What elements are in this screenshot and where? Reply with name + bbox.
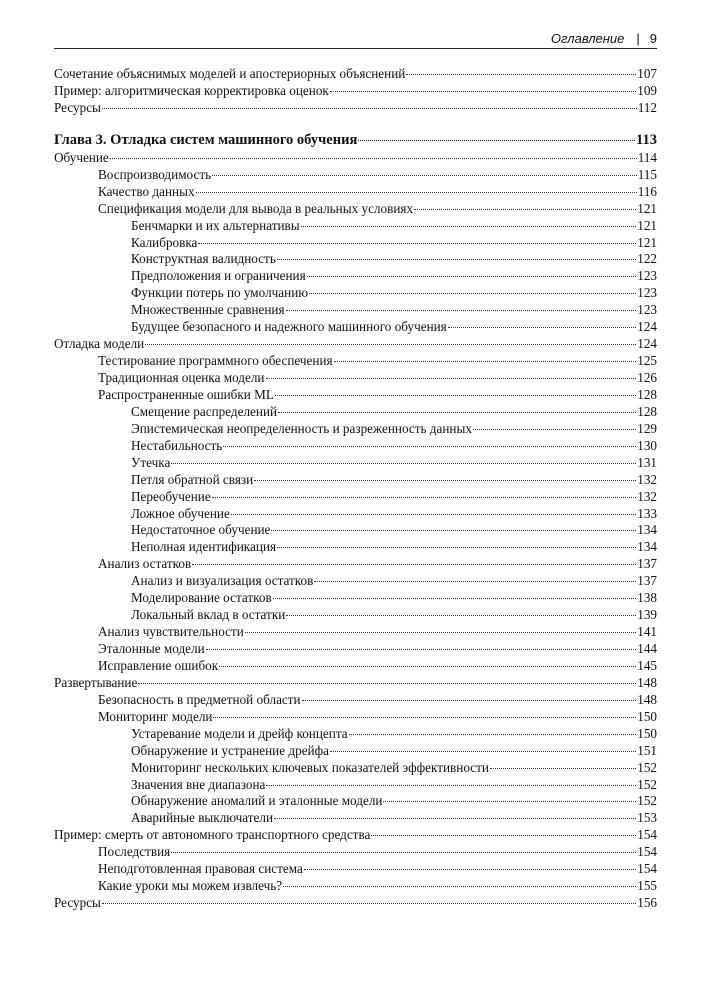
toc-entry[interactable] <box>54 573 657 590</box>
toc-entry-title: Спецификация модели для вывода в реальных условиях <box>98 200 414 216</box>
toc-entry[interactable] <box>54 743 657 760</box>
toc-leader-dots <box>138 683 636 684</box>
toc-entry-title: Традиционная оценка модели <box>98 370 265 385</box>
toc-entry[interactable] <box>54 861 657 878</box>
toc-leader-dots <box>304 869 636 870</box>
toc-entry[interactable] <box>54 556 657 573</box>
toc-entry-title: Устаревание модели и дрейф концепта <box>131 725 348 741</box>
toc-entry[interactable] <box>54 709 657 726</box>
toc-entry[interactable] <box>54 810 657 827</box>
toc-entry[interactable] <box>54 100 657 117</box>
toc-leader-dots <box>277 259 636 260</box>
toc-entry-title: Обнаружение аномалий и эталонные модели <box>131 793 383 809</box>
toc-entry[interactable] <box>54 590 657 607</box>
toc-leader-dots <box>448 327 636 328</box>
toc-entry[interactable] <box>54 336 657 353</box>
toc-leader-dots <box>171 852 636 853</box>
running-header <box>54 32 657 49</box>
toc-entry[interactable] <box>54 844 657 861</box>
toc-leader-dots <box>273 598 637 599</box>
toc-leader-dots <box>274 818 636 819</box>
toc-entry-title: Эталонные модели <box>98 641 205 656</box>
toc-entry-page: 129 <box>637 420 657 436</box>
toc-entry-page: 121 <box>637 234 657 250</box>
table-of-contents <box>54 66 657 912</box>
toc-entry-title: Воспроизводимость <box>98 166 212 182</box>
toc-entry-title: Функции потерь по умолчанию <box>131 285 309 301</box>
toc-leader-dots <box>309 293 636 294</box>
toc-leader-dots <box>110 158 637 159</box>
toc-entry-page: 156 <box>637 895 657 911</box>
toc-leader-dots <box>196 192 637 193</box>
toc-entry[interactable] <box>54 760 657 777</box>
toc-entry[interactable] <box>54 167 657 184</box>
toc-entry-page: 153 <box>637 810 657 826</box>
toc-leader-dots <box>278 412 636 413</box>
toc-entry-page: 139 <box>637 607 657 623</box>
toc-entry[interactable] <box>54 827 657 844</box>
toc-entry-page: 137 <box>637 573 657 589</box>
toc-entry-page: 131 <box>637 454 657 470</box>
toc-leader-dots <box>219 666 636 667</box>
toc-entry-page: 148 <box>637 674 657 690</box>
toc-entry-title: Мониторинг нескольких ключевых показателей эффективности <box>131 759 489 775</box>
toc-entry[interactable] <box>54 235 657 252</box>
toc-leader-dots <box>490 768 636 769</box>
toc-leader-dots <box>283 886 636 887</box>
toc-entry-page: 130 <box>637 437 657 453</box>
toc-leader-dots <box>192 564 636 565</box>
toc-chapter-page: 113 <box>636 131 657 148</box>
toc-leader-dots <box>254 480 636 481</box>
toc-leader-dots <box>286 310 637 311</box>
toc-leader-dots <box>212 497 637 498</box>
toc-entry-page: 124 <box>637 319 657 335</box>
toc-entry[interactable] <box>54 150 657 167</box>
toc-entry-title: Значения вне диапазона <box>131 776 266 792</box>
toc-entry-page: 132 <box>637 488 657 504</box>
toc-entry-page: 137 <box>637 556 657 572</box>
toc-entry-page: 152 <box>637 776 657 792</box>
toc-entry-title: Бенчмарки и их альтернативы <box>131 217 300 233</box>
toc-entry-title: Петля обратной связи <box>131 471 254 487</box>
toc-leader-dots <box>212 175 637 176</box>
toc-leader-dots <box>102 903 636 904</box>
toc-entry-title: Анализ остатков <box>98 556 192 572</box>
toc-leader-dots <box>406 74 636 75</box>
toc-entry[interactable] <box>54 421 657 438</box>
toc-entry[interactable] <box>54 607 657 624</box>
toc-entry-title: Неполная идентификация <box>131 539 277 555</box>
toc-entry[interactable] <box>54 522 657 539</box>
toc-entry-page: 112 <box>637 99 657 115</box>
toc-entry-page: 152 <box>637 793 657 809</box>
toc-entry-page: 124 <box>637 336 657 352</box>
toc-entry-title: Качество данных <box>98 183 195 199</box>
toc-entry-title: Мониторинг модели <box>98 708 213 724</box>
toc-entry-page: 128 <box>637 403 657 419</box>
toc-leader-dots <box>301 226 637 227</box>
toc-leader-dots <box>383 801 636 802</box>
header-page-number: 9 <box>649 31 657 46</box>
toc-entry-page: 154 <box>637 844 657 860</box>
header-section-title: Оглавление <box>550 31 625 46</box>
toc-entry-title: Будущее безопасного и надежного машинного обучения <box>131 319 447 335</box>
toc-entry-title: Ресурсы <box>54 895 101 911</box>
toc-entry[interactable] <box>54 201 657 218</box>
toc-entry[interactable] <box>54 83 657 100</box>
toc-entry-title: Аварийные выключатели <box>131 810 274 826</box>
toc-entry-page: 121 <box>637 200 657 216</box>
toc-entry-page: 116 <box>637 183 657 199</box>
toc-leader-dots <box>277 547 636 548</box>
toc-entry-page: 154 <box>637 861 657 877</box>
toc-entry-title: Моделирование остатков <box>131 590 272 606</box>
toc-entry-title: Обучение <box>54 149 109 165</box>
toc-entry[interactable] <box>54 66 657 83</box>
toc-leader-dots <box>414 209 636 210</box>
toc-leader-dots <box>223 446 636 447</box>
toc-entry-title: Калибровка <box>131 234 198 250</box>
toc-leader-dots <box>307 276 637 277</box>
toc-entry-page: 126 <box>637 370 657 385</box>
toc-leader-dots <box>231 514 636 515</box>
toc-entry-title: Анализ чувствительности <box>98 624 244 640</box>
toc-entry-page: 115 <box>637 166 657 182</box>
toc-entry[interactable] <box>54 539 657 556</box>
toc-entry-page: 109 <box>637 82 657 98</box>
toc-entry[interactable] <box>54 624 657 641</box>
toc-entry[interactable] <box>54 218 657 235</box>
toc-leader-dots <box>213 717 636 718</box>
toc-entry-page: 150 <box>637 708 657 724</box>
toc-leader-dots <box>198 243 636 244</box>
toc-entry-page: 152 <box>637 759 657 775</box>
header-separator: | <box>636 31 640 46</box>
toc-entry-page: 144 <box>637 641 657 656</box>
toc-entry-page: 107 <box>637 66 657 81</box>
toc-entry-page: 134 <box>637 522 657 538</box>
toc-entry-page: 123 <box>637 268 657 284</box>
toc-entry[interactable] <box>54 302 657 319</box>
toc-entry-page: 121 <box>637 217 657 233</box>
toc-entry-page: 122 <box>637 251 657 267</box>
toc-leader-dots <box>473 429 636 430</box>
toc-entry[interactable] <box>54 285 657 302</box>
toc-entry[interactable] <box>54 726 657 743</box>
toc-entry[interactable] <box>54 370 657 387</box>
toc-entry[interactable] <box>54 777 657 794</box>
toc-entry-title: Обнаружение и устранение дрейфа <box>131 742 329 758</box>
toc-entry-title: Множественные сравнения <box>131 302 285 318</box>
toc-entry-title: Тестирование программного обеспечения <box>98 353 333 369</box>
toc-entry-page: 148 <box>637 691 657 707</box>
toc-entry[interactable] <box>54 692 657 709</box>
toc-entry-page: 132 <box>637 471 657 487</box>
toc-entry-page: 150 <box>637 725 657 741</box>
toc-entry-title: Безопасность в предметной области <box>98 691 301 707</box>
toc-entry[interactable] <box>54 489 657 506</box>
toc-leader-dots <box>245 632 636 633</box>
toc-leader-dots <box>358 140 635 141</box>
toc-entry-title: Утечка <box>131 454 171 470</box>
toc-entry-page: 125 <box>637 353 657 369</box>
toc-entry-title: Эпистемическая неопределенность и разреженность данных <box>131 420 472 436</box>
toc-entry-title: Распространенные ошибки ML <box>98 386 274 402</box>
toc-entry[interactable] <box>54 268 657 285</box>
toc-entry[interactable] <box>54 184 657 201</box>
toc-leader-dots <box>102 108 637 109</box>
toc-entry-title: Недостаточное обучение <box>131 522 271 538</box>
toc-entry-page: 155 <box>637 878 657 894</box>
toc-leader-dots <box>206 649 637 650</box>
toc-leader-dots <box>314 581 636 582</box>
toc-entry[interactable] <box>54 455 657 472</box>
toc-leader-dots <box>145 344 636 345</box>
toc-entry[interactable] <box>54 658 657 675</box>
toc-entry[interactable] <box>54 387 657 404</box>
toc-entry-title: Предположения и ограничения <box>131 268 306 284</box>
toc-entry[interactable] <box>54 895 657 912</box>
toc-entry[interactable] <box>54 472 657 489</box>
toc-entry-list <box>54 150 657 912</box>
toc-leader-dots <box>349 734 637 735</box>
toc-entry[interactable] <box>54 641 657 658</box>
toc-leader-dots <box>266 378 637 379</box>
toc-entry-title: Смещение распределений <box>131 403 278 419</box>
toc-leader-dots <box>271 530 636 531</box>
toc-entry-title: Сочетание объяснимых моделей и апостериорных объяснений <box>54 66 406 81</box>
toc-entry-title: Ресурсы <box>54 99 101 115</box>
toc-leader-dots <box>171 463 636 464</box>
toc-entry-page: 123 <box>637 285 657 301</box>
toc-entry-page: 133 <box>637 505 657 521</box>
toc-entry-title: Локальный вклад в остатки <box>131 607 286 623</box>
toc-entry-title: Исправление ошибок <box>98 657 219 673</box>
toc-gap <box>54 117 657 132</box>
toc-chapter-title: Глава 3. Отладка систем машинного обучения <box>54 131 358 148</box>
toc-entry[interactable] <box>54 793 657 810</box>
toc-entry-title: Пример: алгоритмическая корректировка оценок <box>54 82 329 98</box>
toc-leader-dots <box>275 395 636 396</box>
toc-entry-title: Анализ и визуализация остатков <box>131 573 314 589</box>
toc-entry[interactable] <box>54 251 657 268</box>
toc-leader-dots <box>266 785 636 786</box>
toc-entry-page: 134 <box>637 539 657 555</box>
toc-entry[interactable] <box>54 506 657 523</box>
toc-leader-dots <box>286 615 636 616</box>
toc-entry-title: Развертывание <box>54 674 138 690</box>
toc-entry-page: 114 <box>637 149 657 165</box>
toc-entry[interactable] <box>54 878 657 895</box>
toc-entry[interactable] <box>54 353 657 370</box>
toc-entry-title: Какие уроки мы можем извлечь? <box>98 878 283 894</box>
toc-chapter-heading[interactable] <box>54 132 657 150</box>
toc-entry-title: Нестабильность <box>131 437 223 453</box>
toc-leader-dots <box>330 91 636 92</box>
toc-entry-page: 151 <box>637 742 657 758</box>
toc-entry-page: 154 <box>637 827 657 843</box>
toc-entry[interactable] <box>54 319 657 336</box>
toc-entry-title: Конструктная валидность <box>131 251 276 267</box>
toc-entry[interactable] <box>54 438 657 455</box>
toc-leader-dots <box>330 751 636 752</box>
toc-entry-title: Пример: смерть от автономного транспортного средства <box>54 827 371 843</box>
toc-entry[interactable] <box>54 404 657 421</box>
toc-entry-title: Ложное обучение <box>131 505 230 521</box>
toc-entry-title: Отладка модели <box>54 336 145 352</box>
toc-entry-page: 138 <box>637 590 657 606</box>
toc-entry-page: 123 <box>637 302 657 318</box>
toc-entry-page: 145 <box>637 657 657 673</box>
toc-entry-page: 128 <box>637 386 657 402</box>
toc-entry[interactable] <box>54 675 657 692</box>
toc-leader-dots <box>371 835 636 836</box>
toc-entry-title: Неподготовленная правовая система <box>98 861 303 877</box>
toc-entry-title: Переобучение <box>131 488 211 504</box>
toc-leader-dots <box>302 700 637 701</box>
toc-leader-dots <box>334 361 637 362</box>
toc-pre-chapter-list <box>54 66 657 117</box>
toc-entry-title: Последствия <box>98 844 171 860</box>
toc-entry-page: 141 <box>637 624 657 640</box>
